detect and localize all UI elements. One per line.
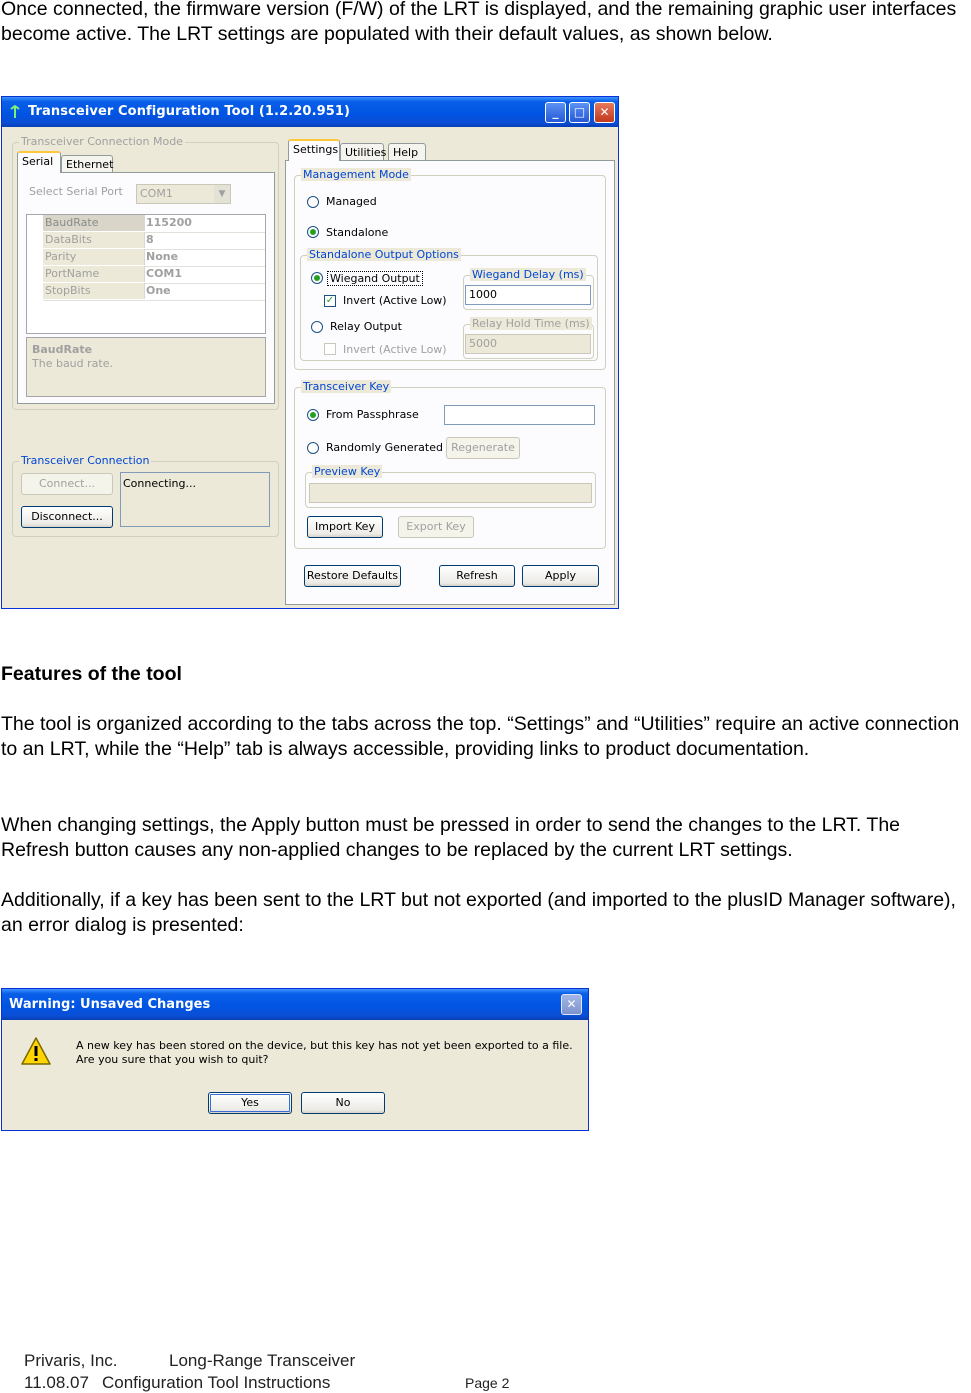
title-bar[interactable] (2, 97, 618, 127)
grid-row[interactable]: BaudRate 115200 (43, 215, 265, 233)
dialog-title-bar[interactable] (2, 989, 588, 1020)
close-icon[interactable]: ✕ (594, 102, 615, 123)
standalone-label: Standalone (326, 226, 389, 239)
description-title: BaudRate (32, 343, 93, 356)
apply-button[interactable]: Apply (522, 565, 599, 587)
tab-utilities[interactable]: Utilities (340, 143, 384, 162)
connect-button[interactable]: Connect... (21, 473, 113, 495)
tab-settings[interactable]: Settings (288, 139, 340, 161)
restore-defaults-button[interactable]: Restore Defaults (304, 565, 401, 587)
wiegand-output-label: Wiegand Output (327, 271, 423, 286)
preview-key-field (309, 483, 592, 503)
chevron-down-icon: ▼ (214, 185, 230, 203)
window-title: Transceiver Configuration Tool (1.2.20.951) (28, 104, 351, 119)
yes-button[interactable]: Yes (208, 1092, 292, 1114)
invert-relay-checkbox[interactable] (324, 343, 336, 355)
relay-output-radio[interactable] (311, 321, 323, 333)
standalone-output-label: Standalone Output Options (309, 248, 459, 261)
grid-row[interactable]: DataBits 8 (43, 232, 265, 250)
from-passphrase-label: From Passphrase (326, 408, 419, 421)
managed-radio[interactable] (307, 196, 319, 208)
standalone-radio[interactable] (307, 226, 319, 238)
randomly-generated-radio[interactable] (307, 442, 319, 454)
grid-row[interactable]: PortName COM1 (43, 266, 265, 284)
config-tool-window (1, 96, 619, 609)
invert-wiegand-checkbox[interactable]: ✓ (325, 295, 335, 306)
footer-doc-title: Configuration Tool Instructions (102, 1373, 331, 1392)
dialog-message-line1: A new key has been stored on the device, but this key has not yet been exported to a file. (76, 1039, 573, 1052)
minimize-icon[interactable]: _ (545, 102, 566, 123)
wiegand-delay-input[interactable]: 1000 (465, 285, 591, 305)
passphrase-input[interactable] (444, 405, 595, 425)
apply-refresh-paragraph: When changing settings, the Apply button must be pressed in order to send the changes to the LRT. The Refresh button causes any non-applied changes to be replaced by the current LRT settings. (1, 814, 901, 861)
from-passphrase-radio[interactable] (307, 409, 319, 421)
import-key-button[interactable]: Import Key (307, 516, 383, 538)
tabs-paragraph: The tool is organized according to the tabs across the top. “Settings” and “Utilities” require an active connection to an LRT, while the “Help” tab is always accessible, providing links to product documentation. (1, 713, 960, 760)
antenna-icon (9, 105, 21, 119)
tab-ethernet[interactable]: Ethernet (61, 155, 113, 174)
transceiver-key-label: Transceiver Key (303, 380, 390, 393)
relay-output-label: Relay Output (330, 320, 402, 333)
managed-label: Managed (326, 195, 377, 208)
serial-port-label: Select Serial Port (29, 185, 123, 198)
transceiver-connection-label: Transceiver Connection (21, 454, 150, 467)
dialog-message-line2: Are you sure that you wish to quit? (76, 1053, 269, 1066)
connection-mode-label: Transceiver Connection Mode (21, 135, 183, 148)
unsaved-changes-dialog (1, 988, 589, 1131)
refresh-button[interactable]: Refresh (439, 565, 515, 587)
serial-port-value: COM1 (140, 187, 173, 200)
invert-relay-label: Invert (Active Low) (343, 343, 447, 356)
features-heading: Features of the tool (1, 663, 182, 685)
regenerate-button[interactable]: Regenerate (446, 437, 520, 459)
warning-icon (20, 1036, 52, 1066)
export-key-button[interactable]: Export Key (398, 516, 474, 538)
grid-row[interactable]: Parity None (43, 249, 265, 267)
grid-row[interactable]: StopBits One (43, 283, 265, 301)
management-mode-label: Management Mode (303, 168, 409, 181)
close-icon[interactable]: ✕ (561, 994, 582, 1015)
disconnect-button[interactable]: Disconnect... (21, 506, 113, 528)
invert-wiegand-label: Invert (Active Low) (343, 294, 447, 307)
connection-status-box: Connecting... (120, 472, 270, 527)
footer-company: Privaris, Inc. (24, 1351, 118, 1370)
preview-key-label: Preview Key (314, 465, 381, 478)
dialog-message (76, 1039, 573, 1067)
randomly-generated-label: Randomly Generated (326, 441, 443, 454)
footer-product: Long-Range Transceiver (169, 1351, 356, 1370)
property-description-box (26, 337, 266, 397)
relay-hold-input[interactable]: 5000 (465, 334, 591, 354)
wiegand-delay-label: Wiegand Delay (ms) (472, 268, 584, 281)
maximize-icon[interactable]: □ (569, 102, 590, 123)
dialog-title: Warning: Unsaved Changes (9, 997, 211, 1012)
tab-help[interactable]: Help (388, 143, 426, 162)
footer-date: 11.08.07 (24, 1373, 89, 1392)
error-dialog-paragraph: Additionally, if a key has been sent to the LRT but not exported (and imported to the plusID Manager software), an error dialog is presented: (1, 889, 956, 936)
relay-hold-label: Relay Hold Time (ms) (472, 317, 590, 330)
intro-paragraph: Once connected, the firmware version (F/W) of the LRT is displayed, and the remaining graphic user interfaces become active. The LRT settings are populated with their default values, as shown below. (1, 0, 957, 45)
footer-page-number: Page 2 (465, 1375, 510, 1391)
no-button[interactable]: No (301, 1092, 385, 1114)
wiegand-output-radio[interactable] (311, 272, 323, 284)
serial-properties-grid[interactable] (26, 214, 266, 334)
description-text: The baud rate. (32, 357, 113, 370)
serial-port-select[interactable] (136, 184, 231, 204)
tab-serial[interactable]: Serial (17, 151, 61, 173)
